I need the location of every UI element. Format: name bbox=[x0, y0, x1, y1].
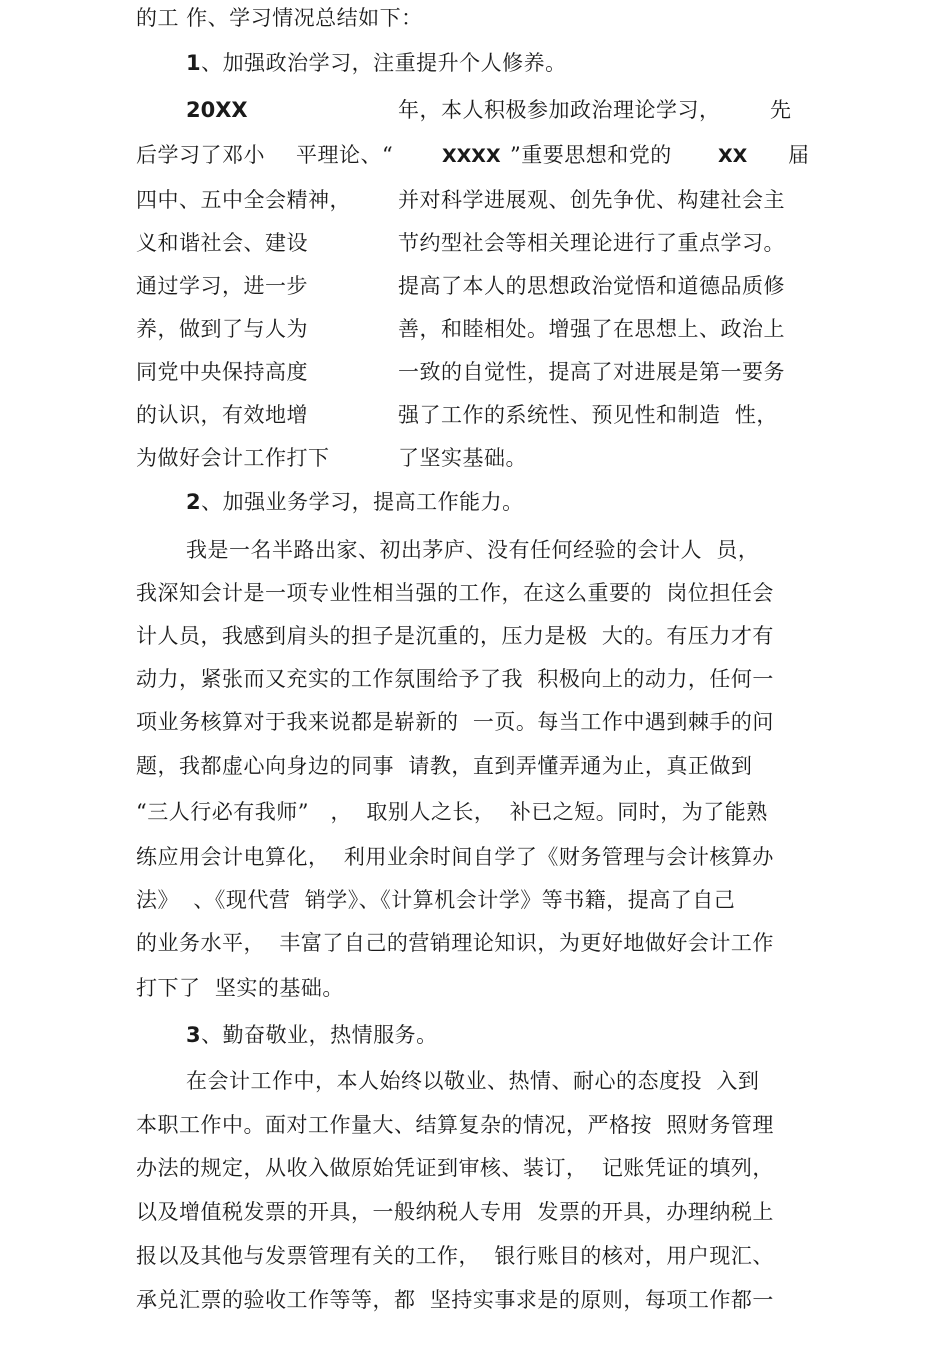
text-segment: 平理论、“ bbox=[296, 143, 394, 167]
text-line: 打下了 坚实的基础。 bbox=[136, 976, 344, 1000]
text-line bbox=[0, 271, 950, 301]
heading-text: 、加强政治学习，注重提升个人修养。 bbox=[201, 51, 567, 75]
placeholder-text: XX bbox=[718, 145, 748, 167]
text-segment: 义和谐社会、建设 bbox=[136, 231, 308, 255]
heading-text: 、加强业务学习，提高工作能力。 bbox=[201, 490, 524, 514]
text-segment: 届 bbox=[788, 143, 809, 167]
text-line: 题，我都虚心向身边的同事 请教，直到弄懂弄通为止，真正做到 bbox=[136, 754, 753, 778]
text-line: 的业务水平， 丰富了自己的营销理论知识，为更好地做好会计工作 bbox=[136, 931, 774, 955]
heading-text: 、勤奋敬业，热情服务。 bbox=[201, 1023, 438, 1047]
text-line bbox=[0, 400, 950, 430]
text-segment: 通过学习，进一步 bbox=[136, 274, 308, 298]
text-line bbox=[0, 357, 950, 387]
text-line: 项业务核算对于我来说都是崭新的 一页。每当工作中遇到棘手的问 bbox=[136, 710, 774, 734]
text-segment: 为做好会计工作打下 bbox=[136, 446, 330, 470]
text-segment: 提高了本人的思想政治觉悟和道德品质修 bbox=[398, 274, 785, 298]
heading-number: 2 bbox=[186, 490, 202, 514]
text-line: 以及增值税发票的开具，一般纳税人专用 发票的开具，办理纳税上 bbox=[136, 1200, 774, 1224]
text-line: 在会计工作中，本人始终以敬业、热情、耐心的态度投 入到 bbox=[186, 1069, 760, 1093]
text-segment: 了坚实基础。 bbox=[398, 446, 527, 470]
year-text: 20XX bbox=[186, 98, 248, 122]
text-line: 我是一名半路出家、初出茅庐、没有任何经验的会计人 员， bbox=[186, 538, 760, 562]
text-line bbox=[0, 443, 950, 473]
text-line: 动力，紧张而又充实的工作氛围给予了我 积极向上的动力，任何一 bbox=[136, 667, 774, 691]
section-heading-1 bbox=[186, 48, 816, 78]
text-segment: 年，本人积极参加政治理论学习， bbox=[398, 98, 721, 122]
text-line: 计人员，我感到肩头的担子是沉重的，压力是极 大的。有压力才有 bbox=[136, 624, 774, 648]
text-line: “三人行必有我师” ， 取别人之长， 补已之短。同时，为了能熟 bbox=[136, 800, 768, 824]
text-line: 本职工作中。面对工作量大、结算复杂的情况，严格按 照财务管理 bbox=[136, 1113, 774, 1137]
text-line: 法》 、《现代营 销学》、《计算机会计学》等书籍，提高了自己 bbox=[136, 888, 736, 912]
section-heading-3 bbox=[186, 1020, 816, 1050]
text-line bbox=[0, 228, 950, 258]
text-segment: ”重要思想和党的 bbox=[510, 143, 672, 167]
text-segment: 的认识，有效地增 bbox=[136, 403, 308, 427]
text-line: 我深知会计是一项专业性相当强的工作，在这么重要的 岗位担任会 bbox=[136, 581, 774, 605]
text-line bbox=[0, 95, 950, 125]
text-line: 报以及其他与发票管理有关的工作， 银行账目的核对，用户现汇、 bbox=[136, 1244, 774, 1268]
text-segment: 养，做到了与人为 bbox=[136, 317, 308, 341]
text-segment: 四中、五中全会精神， bbox=[136, 188, 351, 212]
text-line: 办法的规定，从收入做原始凭证到审核、装订， 记账凭证的填列， bbox=[136, 1156, 774, 1180]
text-line bbox=[0, 140, 950, 170]
text-line bbox=[0, 314, 950, 344]
text-segment: 同党中央保持高度 bbox=[136, 360, 308, 384]
text-segment: 并对科学进展观、创先争优、构建社会主 bbox=[398, 188, 785, 212]
text-segment: 一致的自觉性，提高了对进展是第一要务 bbox=[398, 360, 785, 384]
text-segment: 先 bbox=[770, 98, 791, 122]
heading-number: 1 bbox=[186, 51, 202, 75]
heading-number: 3 bbox=[186, 1023, 202, 1047]
text-line: 练应用会计电算化， 利用业余时间自学了《财务管理与会计核算办 bbox=[136, 845, 774, 869]
placeholder-text: XXXX bbox=[442, 145, 501, 167]
section-heading-2 bbox=[186, 487, 816, 517]
text-segment: 善，和睦相处。增强了在思想上、政治上 bbox=[398, 317, 785, 341]
text-line: 的工 作、学习情况总结如下： bbox=[136, 6, 423, 30]
text-segment: 节约型社会等相关理论进行了重点学习。 bbox=[398, 231, 785, 255]
text-line: 承兑汇票的验收工作等等，都 坚持实事求是的原则，每项工作都一 bbox=[136, 1288, 774, 1312]
text-segment: 强了工作的系统性、预见性和制造 性， bbox=[398, 403, 778, 427]
text-line bbox=[0, 185, 950, 215]
text-segment: 后学习了邓小 bbox=[136, 143, 265, 167]
